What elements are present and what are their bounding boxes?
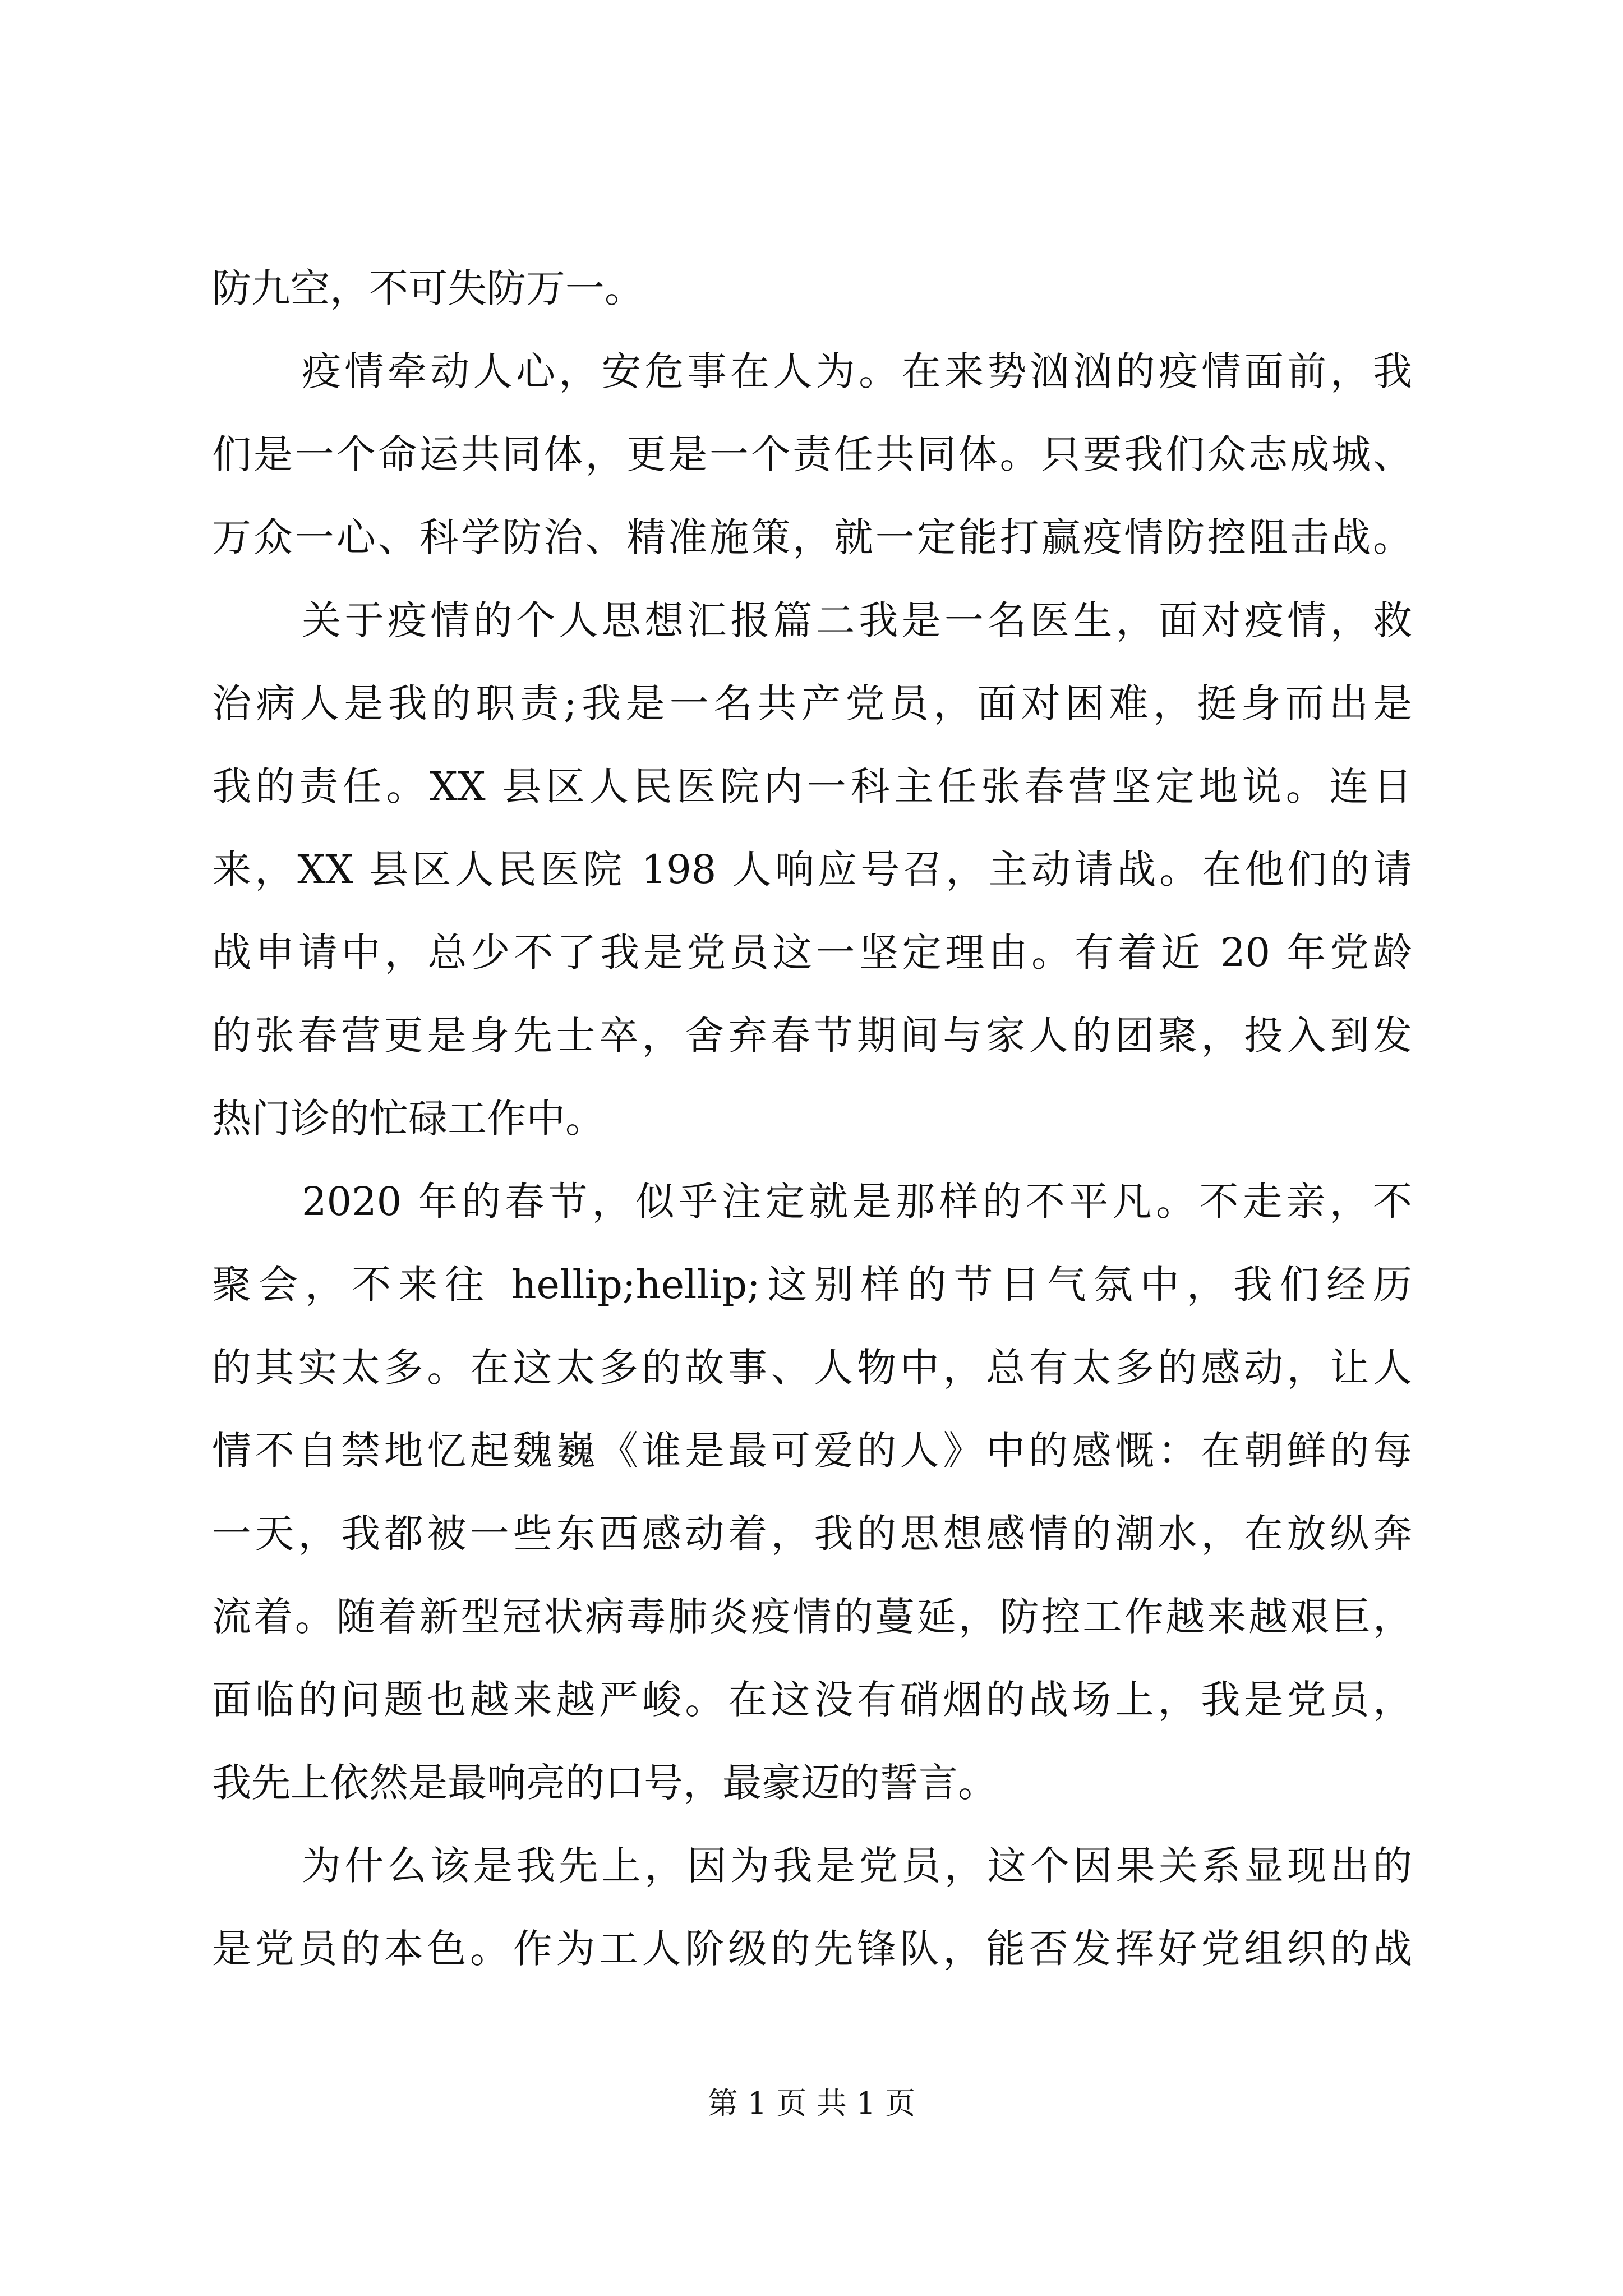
text-line: 万众一心、科学防治、精准施策，就一定能打赢疫情防控阻击战。 xyxy=(212,514,1412,560)
text-line: 面临的问题也越来越严峻。在这没有硝烟的战场上，我是党员， xyxy=(212,1677,1412,1723)
text-line: 来，XX 县区人民医院 198 人响应号召，主动请战。在他们的请 xyxy=(212,846,1412,892)
document-body xyxy=(212,247,1412,1990)
text-line: 2020 年的春节，似乎注定就是那样的不平凡。不走亲，不 xyxy=(302,1179,1412,1225)
text-line: 们是一个命运共同体，更是一个责任共同体。只要我们众志成城、 xyxy=(212,431,1412,477)
text-line: 一天，我都被一些东西感动着，我的思想感情的潮水，在放纵奔 xyxy=(212,1511,1412,1557)
text-line: 热门诊的忙碌工作中。 xyxy=(212,1096,605,1142)
text-line: 的其实太多。在这太多的故事、人物中，总有太多的感动，让人 xyxy=(212,1345,1412,1391)
text-line: 的张春营更是身先士卒，舍弃春节期间与家人的团聚，投入到发 xyxy=(212,1013,1412,1059)
text-line: 疫情牵动人心，安危事在人为。在来势汹汹的疫情面前，我 xyxy=(302,348,1412,394)
text-line: 关于疫情的个人思想汇报篇二我是一名医生，面对疫情，救 xyxy=(302,597,1412,643)
text-line: 流着。随着新型冠状病毒肺炎疫情的蔓延，防控工作越来越艰巨， xyxy=(212,1594,1412,1640)
text-line: 情不自禁地忆起魏巍《谁是最可爱的人》中的感慨：在朝鲜的每 xyxy=(212,1428,1412,1474)
text-line: 为什么该是我先上，因为我是党员，这个因果关系显现出的 xyxy=(302,1843,1412,1889)
text-line: 我的责任。XX 县区人民医院内一科主任张春营坚定地说。连日 xyxy=(212,763,1412,809)
text-line: 聚会，不来往 hellip;hellip;这别样的节日气氛中，我们经历 xyxy=(212,1262,1412,1308)
text-line: 是党员的本色。作为工人阶级的先锋队，能否发挥好党组织的战 xyxy=(212,1926,1412,1972)
text-line: 战申请中，总少不了我是党员这一坚定理由。有着近 20 年党龄 xyxy=(212,930,1412,976)
text-line: 防九空，不可失防万一。 xyxy=(212,265,644,311)
text-line: 治病人是我的职责;我是一名共产党员，面对困难，挺身而出是 xyxy=(212,680,1412,726)
text-line: 我先上依然是最响亮的口号，最豪迈的誓言。 xyxy=(212,1760,997,1806)
page-footer: 第 1 页 共 1 页 xyxy=(707,2086,916,2121)
